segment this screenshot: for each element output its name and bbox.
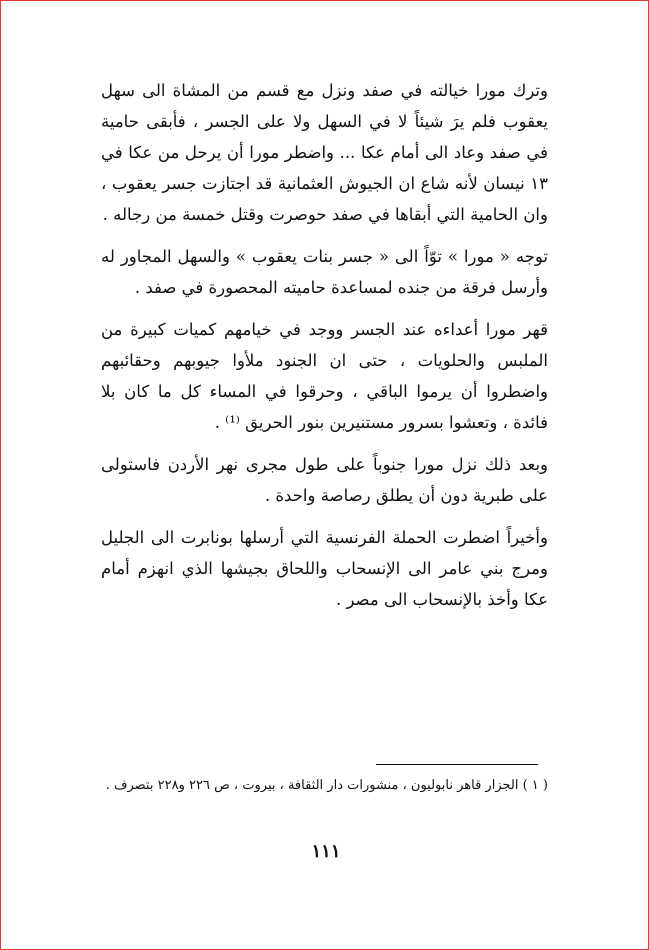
- paragraph-1: وترك مورا خيالته في صفد ونزل مع قسم من المشاة الى سهل يعقوب فلم يرَ شيئاً لا في السهل ولا على الجسر ، فأبقى حامية في صفد وعاد الى أمام عكا ... واضطر مورا أن يرحل من عكا في ١٣ نيسان لأنه شاع ان الجيوش العثمانية قد اجتازت جسر يعقوب ، وان الحامية التي أبقاها في صفد حوصرت وقتل خمسة من رجاله .: [101, 81, 548, 224]
- page-number: ١١١: [311, 841, 341, 862]
- page-body: [101, 75, 548, 615]
- paragraph-2: توجه « مورا » توّاً الى « جسر بنات يعقوب » والسهل المجاور له وأرسل فرقة من جنده لمساعدة حاميته المحصورة في صفد .: [101, 247, 548, 297]
- footnote: ( ١ ) الجزار قاهر نابوليون ، منشورات دار الثقافة ، بيروت ، ص ٢٢٦ و٢٢٨ بتصرف .: [105, 778, 548, 793]
- paragraph-4: وبعد ذلك نزل مورا جنوباً على طول مجرى نهر الأردن فاستولى على طبرية دون أن يطلق رصاصة واحدة .: [101, 455, 548, 505]
- paragraph-5: وأخيراً اضطرت الحملة الفرنسية التي أرسلها بونابرت الى الجليل ومرج بني عامر الى الإنسحاب واللحاق بجيشها الذي انهزم أمام عكا وأخذ بالإنسحاب الى مصر .: [101, 528, 548, 609]
- footnote-divider: [376, 764, 538, 765]
- paragraph-3: قهر مورا أعداءه عند الجسر ووجد في خيامهم كميات كبيرة من الملبس والحلويات ، حتى ان الجنود ملأوا جيوبهم وحقائبهم واضطروا أن يرموا الباقي ، وحرقوا في المساء كل ما كان بلا فائدة ، وتعشوا بسرور مستنيرين بنور الحريق ⁽¹⁾ .: [101, 320, 548, 432]
